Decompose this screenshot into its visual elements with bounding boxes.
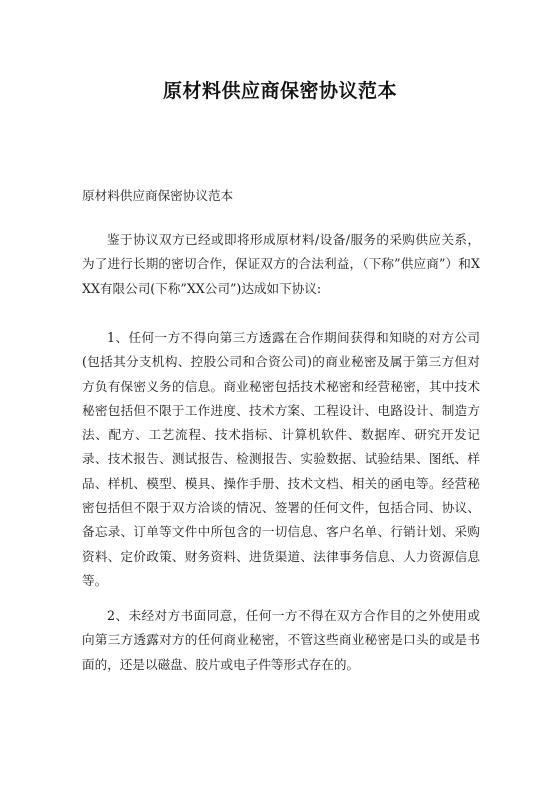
- document-subtitle: 原材料供应商保密协议范本: [82, 188, 234, 203]
- paragraph-clause-2: 2、未经对方书面同意，任何一方不得在双方合作目的之外使用或向第三方透露对方的任何商业秘密，不管这些商业秘密是口头的或是书面的，还是以磁盘、胶片或电子件等形式存在的。: [82, 608, 480, 672]
- paragraph-clause-1: 1、任何一方不得向第三方透露在合作期间获得和知晓的对方公司(包括其分支机构、控股公司和合资公司)的商业秘密及属于第三方但对方负有保密义务的信息。商业秘密包括技术秘密和经营秘密，其中技术秘密包括但不限于工作进度、技术方案、工程设计、电路设计、制造方法、配方、工艺流程、技术指标、计算机软件、数据库、研究开发记录、技术报告、测试报告、检测报告、实验数据、试验结果、图纸、样品、样机、模型、模具、操作手册、技术文档、相关的函电等。经营秘密包括但不限于双方洽谈的情况、签署的任何文件，包括合同、协议、备忘录、订单等文件中所包含的一切信息、客户名单、行销计划、采购资料、定价政策、财务资料、进货渠道、法律事务信息、人力资源信息等。: [82, 330, 480, 588]
- document-title: 原材料供应商保密协议范本: [162, 80, 397, 102]
- paragraph-preamble: 鉴于协议双方已经或即将形成原材料/设备/服务的采购供应关系，为了进行长期的密切合作，保证双方的合法利益，（下称”供应商”）和XXX有限公司(下称”XX公司”)达成如下协议:: [82, 232, 480, 296]
